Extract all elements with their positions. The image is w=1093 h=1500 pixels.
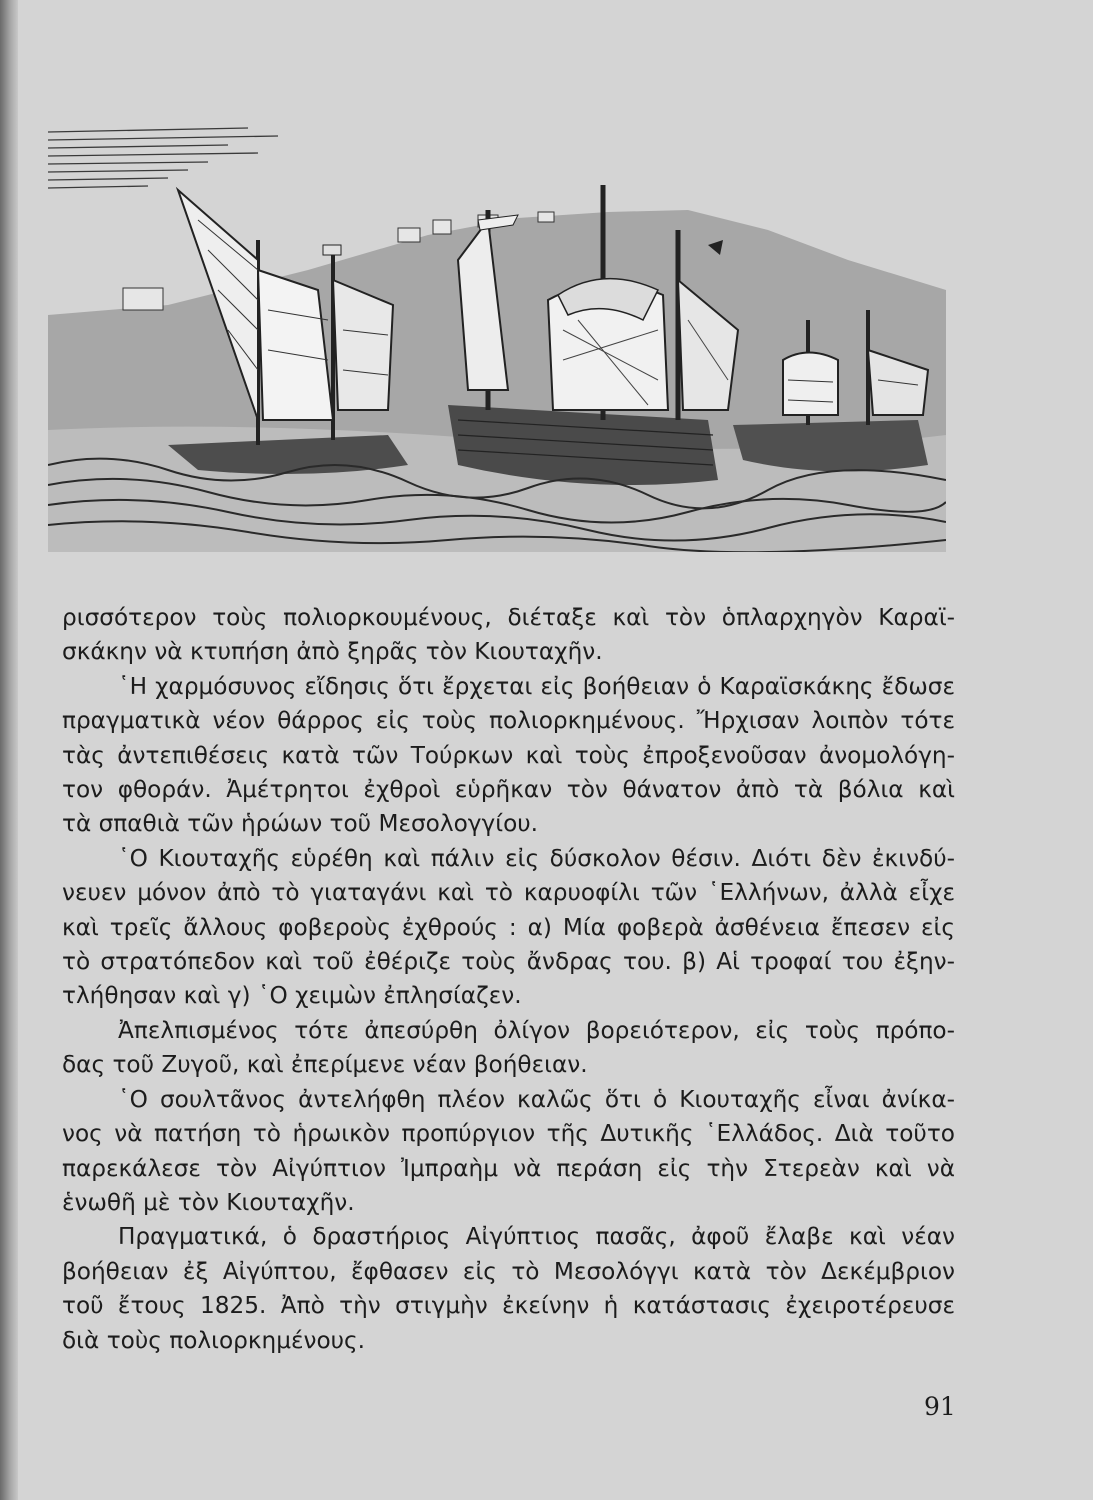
paragraph-5 [62,1083,955,1221]
text-line: τὰ σπαθιὰ τῶν ἡρώων τοῦ Μεσολογγίου. [62,810,539,838]
ships-engraving-svg [48,120,946,552]
paragraph-1 [62,601,955,670]
text-line: πραγματικὰ νέον θάρρος εἰς τοὺς πολιορκημένους. Ἤρχισαν λοιπὸν τότε [62,707,955,735]
text-line: τὸ στρατόπεδον καὶ τοῦ ἐθέριζε τοὺς ἄνδρας του. β) Αἱ τροφαί του ἐξην- [62,948,955,976]
ships-illustration [48,120,946,552]
text-line: νευεν μόνον ἀπὸ τὸ γιαταγάνι καὶ τὸ καρυοφίλι τῶν ῾Ελλήνων, ἀλλὰ εἶχε [62,879,955,907]
body-text [62,601,955,1358]
text-line: τὰς ἀντεπιθέσεις κατὰ τῶν Τούρκων καὶ τοὺς ἐπροξενοῦσαν ἀνομολόγη- [62,741,955,769]
text-line: Ἀπελπισμένος τότε ἀπεσύρθη ὀλίγον βορειότερον, εἰς τοὺς πρόπο- [118,1016,955,1044]
text-line: ῾Η χαρμόσυνος εἴδησις ὅτι ἔρχεται εἰς βοήθειαν ὁ Καραϊσκάκης ἔδωσε [118,672,955,700]
text-line: παρεκάλεσε τὸν Αἰγύπτιον Ἰμπραὴμ νὰ περάση εἰς τὴν Στερεὰν καὶ νὰ [62,1154,955,1182]
text-line: νος νὰ πατήση τὸ ἡρωικὸν προπύργιον τῆς Δυτικῆς ῾Ελλάδος. Διὰ τοῦτο [62,1120,955,1148]
text-line: τοῦ ἔτους 1825. Ἀπὸ τὴν στιγμὴν ἐκείνην ἡ κατάστασις ἐχειροτέρευσε [62,1292,955,1320]
page-number: 91 [924,1392,956,1421]
text-line: τον φθοράν. Ἀμέτρητοι ἐχθροὶ εὑρῆκαν τὸν θάνατον ἀπὸ τὰ βόλια καὶ [62,776,955,804]
text-line: ῾Ο Κιουταχῆς εὑρέθη καὶ πάλιν εἰς δύσκολον θέσιν. Διότι δὲν ἐκινδύ- [118,844,955,872]
sky-hatching [48,128,278,188]
paragraph-4 [62,1014,955,1083]
text-line: ἑνωθῆ μὲ τὸν Κιουταχῆν. [62,1188,355,1216]
text-line: σκάκην νὰ κτυπήση ἀπὸ ξηρᾶς τὸν Κιουταχῆν. [62,638,603,666]
text-line: τλήθησαν καὶ γ) ῾Ο χειμὼν ἐπλησίαζεν. [62,982,522,1010]
text-line: ῾Ο σουλτᾶνος ἀντελήφθη πλέον καλῶς ὅτι ὁ Κιουταχῆς εἶναι ἀνίκα- [118,1085,955,1113]
book-spine-shadow [0,0,18,1500]
text-line: ρισσότερον τοὺς πολιορκουμένους, διέταξε καὶ τὸν ὁπλαρχηγὸν Καραϊ- [62,604,955,631]
paragraph-6 [62,1220,955,1358]
text-line: διὰ τοὺς πολιορκημένους. [62,1326,366,1354]
text-line: βοήθειαν ἐξ Αἰγύπτου, ἔφθασεν εἰς τὸ Μεσολόγγι κατὰ τὸν Δεκέμβριον [62,1257,955,1285]
paragraph-2 [62,670,955,842]
paragraph-3 [62,842,955,1014]
text-line: δας τοῦ Ζυγοῦ, καὶ ἐπερίμενε νέαν βοήθειαν. [62,1051,588,1079]
text-line: Πραγματικά, ὁ δραστήριος Αἰγύπτιος πασᾶς, ἀφοῦ ἔλαβε καὶ νέαν [118,1223,955,1251]
text-line: καὶ τρεῖς ἄλλους φοβεροὺς ἐχθρούς : α) Μία φοβερὰ ἀσθένεια ἔπεσεν εἰς [62,913,955,941]
